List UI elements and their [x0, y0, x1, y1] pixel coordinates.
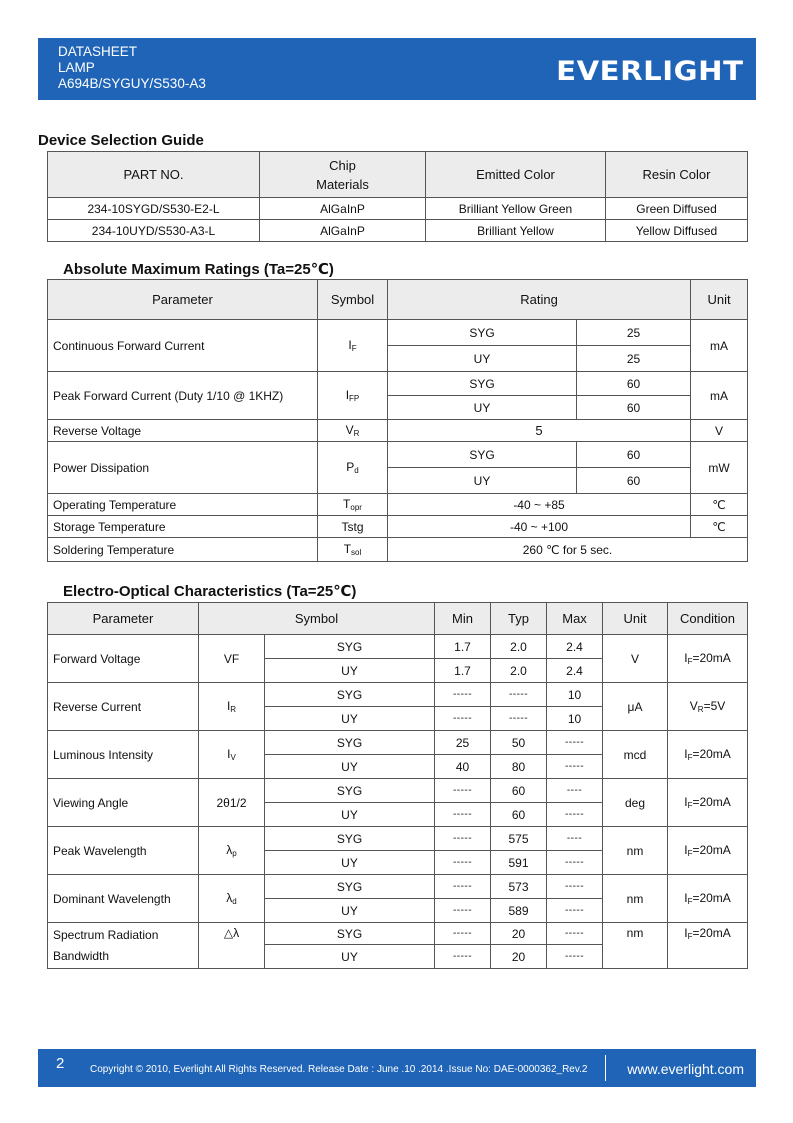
- symbol-text: λ: [226, 891, 233, 905]
- col-max: Max: [547, 603, 603, 635]
- header-lines: [58, 44, 206, 92]
- table-row: [48, 198, 748, 220]
- max-cell: ----: [547, 779, 603, 803]
- min-cell: -----: [435, 779, 491, 803]
- table-row: [48, 494, 748, 516]
- min-cell: -----: [435, 827, 491, 851]
- cond-sub: F: [687, 657, 693, 666]
- param-cell: [48, 923, 199, 969]
- symbol-sub: opr: [350, 503, 362, 512]
- min-cell: 40: [435, 755, 491, 779]
- min-cell: -----: [435, 899, 491, 923]
- typ-cell: 50: [491, 731, 547, 755]
- unit-cell: nm: [603, 923, 668, 969]
- col-parameter: Parameter: [48, 603, 199, 635]
- unit-cell: μA: [603, 683, 668, 731]
- cond-symbol: I: [684, 926, 688, 940]
- typ-cell: -----: [491, 683, 547, 707]
- param-cell: Soldering Temperature: [48, 538, 318, 562]
- unit-cell: nm: [603, 827, 668, 875]
- symbol-text: I: [348, 338, 352, 352]
- cond-symbol: I: [684, 891, 688, 905]
- col-parameter: Parameter: [48, 280, 318, 320]
- symbol-sub: d: [232, 897, 237, 906]
- min-cell: -----: [435, 803, 491, 827]
- selection-table: [47, 151, 748, 242]
- col-emitted-color: Emitted Color: [426, 152, 606, 198]
- cond-symbol: V: [689, 699, 698, 713]
- unit-cell: deg: [603, 779, 668, 827]
- symbol-cell: [318, 320, 388, 372]
- symbol-cell: [318, 420, 388, 442]
- value-cell: 260 ℃ for 5 sec.: [388, 538, 748, 562]
- symbol-sub: V: [230, 753, 236, 762]
- max-cell: -----: [547, 923, 603, 945]
- col-chip-line2: Materials: [316, 176, 369, 192]
- symbol-cell: [318, 442, 388, 494]
- table-row: [48, 320, 748, 346]
- max-cell: 10: [547, 683, 603, 707]
- typ-cell: 589: [491, 899, 547, 923]
- group-cell: UY: [265, 803, 435, 827]
- symbol-text: P: [346, 460, 355, 474]
- param-cell: Forward Voltage: [48, 635, 199, 683]
- symbol-sub: FP: [349, 394, 360, 403]
- value-cell: -40 ~ +85: [388, 494, 691, 516]
- value-cell: 5: [388, 420, 691, 442]
- cond-symbol: I: [684, 747, 688, 761]
- param-cell: Continuous Forward Current: [48, 320, 318, 372]
- amr-title: Absolute Maximum Ratings (Ta=25℃): [63, 261, 334, 278]
- table-row: [48, 516, 748, 538]
- group-cell: UY: [265, 707, 435, 731]
- cond-sub: F: [687, 849, 693, 858]
- amr-header-row: [48, 280, 748, 320]
- product-type: LAMP: [58, 60, 95, 75]
- symbol-cell: △λ: [199, 923, 265, 969]
- group-cell: SYG: [388, 320, 577, 346]
- group-cell: UY: [265, 659, 435, 683]
- header-banner: [38, 38, 756, 100]
- symbol-cell: Tstg: [318, 516, 388, 538]
- cond-value: =20mA: [692, 795, 731, 809]
- symbol-text: λ: [226, 843, 233, 857]
- table-row: [48, 220, 748, 242]
- group-cell: SYG: [265, 827, 435, 851]
- table-row: [48, 731, 748, 755]
- resin-cell: Green Diffused: [606, 198, 748, 220]
- condition-cell: [668, 683, 748, 731]
- table-row: [48, 538, 748, 562]
- col-resin-color: Resin Color: [606, 152, 748, 198]
- cond-sub: F: [687, 932, 693, 941]
- max-cell: 2.4: [547, 635, 603, 659]
- symbol-sub: R: [230, 705, 237, 714]
- chip-cell: AlGaInP: [260, 220, 426, 242]
- cond-value: =20mA: [692, 843, 731, 857]
- symbol-sub: p: [232, 849, 237, 858]
- col-typ: Typ: [491, 603, 547, 635]
- unit-cell: mW: [691, 442, 748, 494]
- condition-cell: [668, 923, 748, 969]
- symbol-cell: [199, 875, 265, 923]
- selection-title: Device Selection Guide: [38, 132, 204, 149]
- param-line1: Spectrum Radiation: [53, 927, 159, 942]
- condition-cell: [668, 731, 748, 779]
- everlight-logo: EVERLIGHT: [556, 56, 744, 87]
- symbol-text: T: [343, 497, 351, 511]
- chip-cell: AlGaInP: [260, 198, 426, 220]
- max-cell: ----: [547, 827, 603, 851]
- group-cell: SYG: [265, 923, 435, 945]
- value-cell: 25: [577, 346, 691, 372]
- value-cell: 60: [577, 396, 691, 420]
- max-cell: -----: [547, 851, 603, 875]
- group-cell: UY: [388, 468, 577, 494]
- doc-type: DATASHEET: [58, 44, 138, 59]
- eo-table: [47, 602, 748, 969]
- condition-cell: [668, 635, 748, 683]
- value-cell: 60: [577, 468, 691, 494]
- param-cell: Peak Wavelength: [48, 827, 199, 875]
- condition-cell: [668, 875, 748, 923]
- footer-divider: [605, 1055, 606, 1081]
- group-cell: SYG: [388, 442, 577, 468]
- value-cell: 60: [577, 442, 691, 468]
- col-unit: Unit: [603, 603, 668, 635]
- page-number: 2: [56, 1055, 65, 1072]
- table-row: [48, 779, 748, 803]
- group-cell: UY: [388, 396, 577, 420]
- col-symbol: Symbol: [318, 280, 388, 320]
- symbol-sub: R: [353, 429, 360, 438]
- typ-cell: 2.0: [491, 659, 547, 683]
- min-cell: -----: [435, 683, 491, 707]
- cond-sub: F: [687, 897, 693, 906]
- param-cell: Peak Forward Current (Duty 1/10 @ 1KHZ): [48, 372, 318, 420]
- col-condition: Condition: [668, 603, 748, 635]
- min-cell: -----: [435, 923, 491, 945]
- max-cell: -----: [547, 755, 603, 779]
- min-cell: 1.7: [435, 659, 491, 683]
- param-cell: Luminous Intensity: [48, 731, 199, 779]
- max-cell: -----: [547, 731, 603, 755]
- part-cell: 234-10SYGD/S530-E2-L: [48, 198, 260, 220]
- group-cell: SYG: [265, 683, 435, 707]
- min-cell: -----: [435, 707, 491, 731]
- param-cell: Viewing Angle: [48, 779, 199, 827]
- max-cell: 10: [547, 707, 603, 731]
- param-cell: Operating Temperature: [48, 494, 318, 516]
- table-row: [48, 875, 748, 899]
- symbol-cell: VF: [199, 635, 265, 683]
- symbol-text: I: [227, 747, 231, 761]
- symbol-cell: [199, 827, 265, 875]
- group-cell: SYG: [265, 731, 435, 755]
- group-cell: UY: [265, 755, 435, 779]
- min-cell: -----: [435, 875, 491, 899]
- symbol-cell: [318, 494, 388, 516]
- typ-cell: 575: [491, 827, 547, 851]
- condition-cell: [668, 827, 748, 875]
- symbol-text: T: [343, 542, 352, 556]
- param-cell: Dominant Wavelength: [48, 875, 199, 923]
- symbol-cell: [318, 372, 388, 420]
- group-cell: UY: [388, 346, 577, 372]
- max-cell: -----: [547, 803, 603, 827]
- cond-symbol: I: [684, 795, 688, 809]
- unit-cell: V: [603, 635, 668, 683]
- symbol-text: V: [345, 423, 354, 437]
- typ-cell: 20: [491, 945, 547, 969]
- cond-value: =20mA: [692, 891, 731, 905]
- typ-cell: 573: [491, 875, 547, 899]
- value-cell: -40 ~ +100: [388, 516, 691, 538]
- table-row: [48, 683, 748, 707]
- copyright-text: Copyright © 2010, Everlight All Rights Reserved. Release Date : June .10 .2014 .Issue No: DAE-0000362_Rev.2: [90, 1064, 588, 1075]
- value-cell: 25: [577, 320, 691, 346]
- unit-cell: mA: [691, 320, 748, 372]
- table-row: [48, 442, 748, 468]
- param-line2: Bandwidth: [53, 948, 110, 963]
- min-cell: -----: [435, 851, 491, 875]
- footer-banner: [38, 1049, 756, 1087]
- table-row: [48, 635, 748, 659]
- website-link[interactable]: www.everlight.com: [627, 1061, 744, 1077]
- selection-header-row: [48, 152, 748, 198]
- amr-table: [47, 279, 748, 562]
- typ-cell: 2.0: [491, 635, 547, 659]
- typ-cell: 60: [491, 779, 547, 803]
- max-cell: 2.4: [547, 659, 603, 683]
- param-cell: Power Dissipation: [48, 442, 318, 494]
- col-chip: [260, 152, 426, 198]
- max-cell: -----: [547, 875, 603, 899]
- symbol-text: I: [226, 699, 231, 713]
- cond-sub: F: [687, 801, 693, 810]
- cond-value: =20mA: [692, 747, 731, 761]
- group-cell: UY: [265, 899, 435, 923]
- typ-cell: -----: [491, 707, 547, 731]
- table-row: [48, 372, 748, 396]
- col-part-no: PART NO.: [48, 152, 260, 198]
- part-cell: 234-10UYD/S530-A3-L: [48, 220, 260, 242]
- symbol-cell: 2θ1/2: [199, 779, 265, 827]
- typ-cell: 80: [491, 755, 547, 779]
- color-cell: Brilliant Yellow: [426, 220, 606, 242]
- resin-cell: Yellow Diffused: [606, 220, 748, 242]
- cond-value: =5V: [703, 699, 726, 713]
- table-row: [48, 420, 748, 442]
- symbol-cell: [199, 683, 265, 731]
- symbol-sub: d: [354, 466, 359, 475]
- unit-cell: mA: [691, 372, 748, 420]
- symbol-cell: [318, 538, 388, 562]
- color-cell: Brilliant Yellow Green: [426, 198, 606, 220]
- part-number: A694B/SYGUY/S530-A3: [58, 76, 206, 91]
- cond-value: =20mA: [692, 651, 731, 665]
- param-cell: Storage Temperature: [48, 516, 318, 538]
- group-cell: UY: [265, 851, 435, 875]
- cond-symbol: I: [684, 651, 688, 665]
- condition-cell: [668, 779, 748, 827]
- table-row: [48, 827, 748, 851]
- param-cell: Reverse Current: [48, 683, 199, 731]
- group-cell: SYG: [265, 635, 435, 659]
- eo-header-row: [48, 603, 748, 635]
- min-cell: 1.7: [435, 635, 491, 659]
- min-cell: -----: [435, 945, 491, 969]
- col-rating: Rating: [388, 280, 691, 320]
- cond-symbol: I: [684, 843, 688, 857]
- cond-value: =20mA: [692, 926, 731, 940]
- symbol-sub: F: [351, 344, 357, 353]
- col-unit: Unit: [691, 280, 748, 320]
- max-cell: -----: [547, 945, 603, 969]
- symbol-text: I: [345, 388, 350, 402]
- col-symbol: Symbol: [199, 603, 435, 635]
- unit-cell: ℃: [691, 516, 748, 538]
- group-cell: UY: [265, 945, 435, 969]
- unit-cell: V: [691, 420, 748, 442]
- typ-cell: 60: [491, 803, 547, 827]
- col-chip-line1: Chip: [329, 157, 356, 173]
- group-cell: SYG: [265, 875, 435, 899]
- value-cell: 60: [577, 372, 691, 396]
- table-row: [48, 923, 748, 945]
- eo-title: Electro-Optical Characteristics (Ta=25℃): [63, 583, 357, 600]
- cond-sub: F: [687, 753, 693, 762]
- typ-cell: 20: [491, 923, 547, 945]
- min-cell: 25: [435, 731, 491, 755]
- max-cell: -----: [547, 899, 603, 923]
- col-min: Min: [435, 603, 491, 635]
- unit-cell: mcd: [603, 731, 668, 779]
- typ-cell: 591: [491, 851, 547, 875]
- unit-cell: nm: [603, 875, 668, 923]
- group-cell: SYG: [388, 372, 577, 396]
- group-cell: SYG: [265, 779, 435, 803]
- symbol-cell: [199, 731, 265, 779]
- param-cell: Reverse Voltage: [48, 420, 318, 442]
- unit-cell: ℃: [691, 494, 748, 516]
- symbol-sub: sol: [351, 548, 362, 557]
- cond-sub: R: [697, 705, 704, 714]
